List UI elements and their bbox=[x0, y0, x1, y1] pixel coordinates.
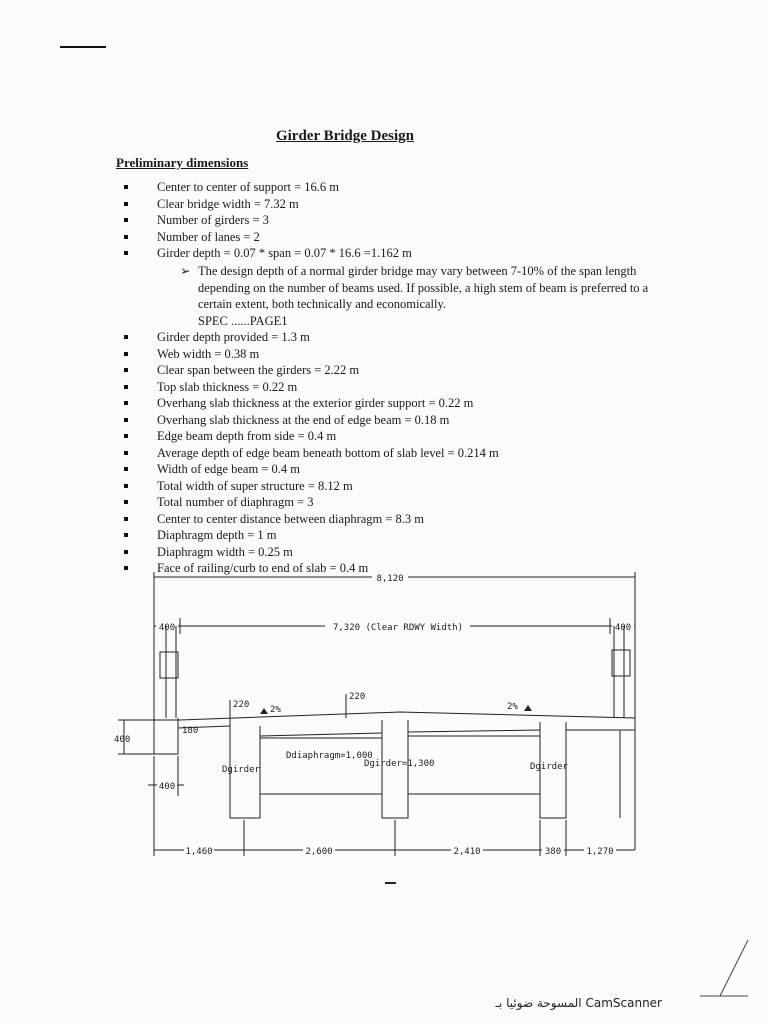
cross-section-svg bbox=[100, 570, 660, 870]
girder-middle bbox=[382, 720, 408, 818]
section-heading: Preliminary dimensions bbox=[116, 155, 249, 170]
corner-mark bbox=[700, 938, 750, 1003]
slab-left-label: 220 bbox=[233, 700, 250, 710]
dim-label: 1,270 bbox=[586, 847, 614, 857]
note-reference: SPEC ......PAGE1 bbox=[198, 313, 288, 328]
dim-label: 380 bbox=[544, 847, 562, 857]
slope-right-label: 2% bbox=[507, 702, 518, 712]
slope-arrow-icon bbox=[260, 708, 268, 714]
list-item: Girder depth provided = 1.3 m bbox=[118, 329, 678, 346]
list-item: Overhang slab thickness at the end of edge beam = 0.18 m bbox=[118, 412, 678, 429]
list-item: Top slab thickness = 0.22 m bbox=[118, 379, 678, 396]
list-item: Number of girders = 3 bbox=[118, 212, 678, 229]
girder-right-label: Dgirder bbox=[530, 762, 568, 772]
page-title: Girder Bridge Design bbox=[275, 128, 415, 144]
dim-label: 1,460 bbox=[185, 847, 213, 857]
scanner-watermark: CamScanner المسوحة ضوئيا بـ bbox=[495, 996, 662, 1010]
design-note bbox=[180, 263, 650, 329]
arrow-bullet-icon: ➢ bbox=[180, 264, 191, 278]
total-width-label: 8,120 bbox=[376, 574, 404, 584]
clear-width-label: 7,320 (Clear RDWY Width) bbox=[332, 623, 464, 633]
dim-label: 2,410 bbox=[453, 847, 481, 857]
list-item: Diaphragm depth = 1 m bbox=[118, 527, 678, 544]
list-item: Girder depth = 0.07 * span = 0.07 * 16.6 =1.162 m bbox=[118, 245, 678, 262]
slab-mid-label: 220 bbox=[349, 692, 366, 702]
list-item: Clear span between the girders = 2.22 m bbox=[118, 362, 678, 379]
girder-left-label: Dgirder bbox=[222, 765, 260, 775]
list-item: Edge beam depth from side = 0.4 m bbox=[118, 428, 678, 445]
list-item: Average depth of edge beam beneath bottom of slab level = 0.214 m bbox=[118, 445, 678, 462]
girder-mid-label: Dgirder=1,300 bbox=[364, 759, 435, 769]
railing-post-right bbox=[612, 650, 630, 676]
list-item: Total width of super structure = 8.12 m bbox=[118, 478, 678, 495]
slope-left-label: 2% bbox=[270, 705, 281, 715]
diaphragm-label: Ddiaphragm=1,000 bbox=[286, 751, 373, 761]
slab-bottom bbox=[260, 733, 382, 736]
note-text: The design depth of a normal girder bridge may vary between 7-10% of the span length depending on the number of beams used. If possible, a high stem of beam is preferred to a certain extent, both technically and economically. bbox=[198, 264, 649, 311]
list-item: Number of lanes = 2 bbox=[118, 229, 678, 246]
dim-label: 2,600 bbox=[305, 847, 333, 857]
edge-right-label: 400 bbox=[614, 623, 632, 633]
edge-lower-label: 400 bbox=[158, 782, 176, 792]
list-item: Diaphragm width = 0.25 m bbox=[118, 544, 678, 561]
list-item: Overhang slab thickness at the exterior girder support = 0.22 m bbox=[118, 395, 678, 412]
cross-section-diagram bbox=[100, 570, 660, 875]
dimensions-list-a bbox=[118, 179, 678, 262]
slope-arrow-icon bbox=[524, 705, 532, 711]
list-item: Face of railing/curb to end of slab = 0.4 m bbox=[118, 560, 678, 577]
list-item: Web width = 0.38 m bbox=[118, 346, 678, 363]
dimensions-list-b bbox=[118, 329, 678, 577]
edge-depth-label: 400 bbox=[114, 735, 131, 745]
corner-mark-svg bbox=[700, 938, 750, 998]
list-item: Total number of diaphragm = 3 bbox=[118, 494, 678, 511]
list-item: Clear bridge width = 7.32 m bbox=[118, 196, 678, 213]
edge-left-label: 400 bbox=[158, 623, 176, 633]
slab-end-label: 180 bbox=[182, 726, 199, 736]
list-item: Center to center distance between diaphragm = 8.3 m bbox=[118, 511, 678, 528]
top-rule bbox=[60, 46, 106, 48]
list-item: Width of edge beam = 0.4 m bbox=[118, 461, 678, 478]
list-item: Center to center of support = 16.6 m bbox=[118, 179, 678, 196]
railing-post-left bbox=[160, 652, 178, 678]
page-dash bbox=[385, 882, 396, 884]
slab-bottom bbox=[408, 730, 540, 732]
